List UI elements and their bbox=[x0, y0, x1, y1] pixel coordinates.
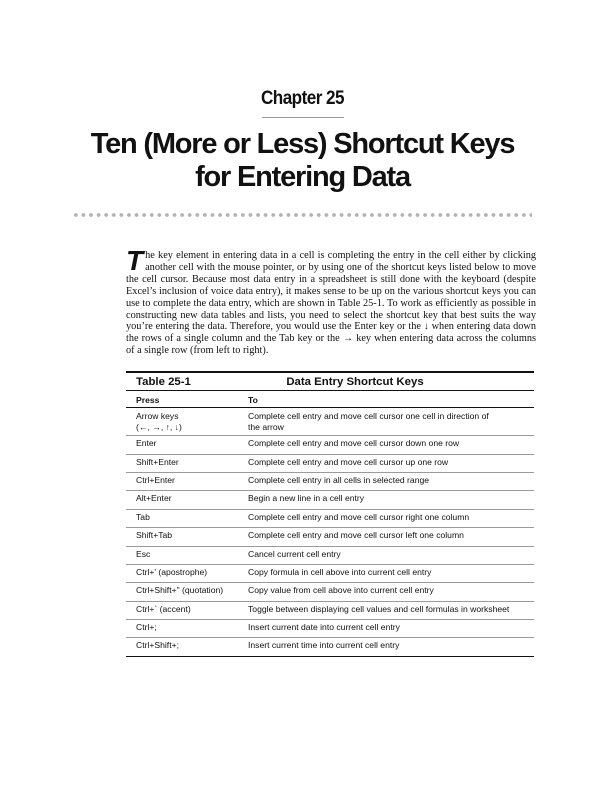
press-cell: Alt+Enter bbox=[126, 491, 238, 509]
shortcut-table bbox=[126, 371, 534, 657]
table-caption: Data Entry Shortcut Keys bbox=[286, 376, 424, 388]
drop-cap: T bbox=[126, 245, 144, 276]
to-cell: Copy formula in cell above into current cell entry bbox=[238, 564, 534, 582]
to-cell: Cancel current cell entry bbox=[238, 546, 534, 564]
intro-paragraph bbox=[126, 245, 536, 357]
to-cell: Begin a new line in a cell entry bbox=[238, 491, 534, 509]
press-cell: Enter bbox=[126, 436, 238, 454]
to-cell: Insert current date into current cell entry bbox=[238, 620, 534, 638]
table-row bbox=[126, 491, 534, 509]
table-row bbox=[126, 472, 534, 490]
table-row bbox=[126, 436, 534, 454]
intro-text: he key element in entering data in a cell is completing the entry in the cell either by clicking another cell with the mouse pointer, or by using one of the shortcut keys listed below to move the cell cursor. Because most data entry in a spreadsheet is still done with the keyboard (despite Excel’s inclusion of voice data entry), it makes sense to be up on the various shortcut keys you can use to complete the data entry, which are shown in Table 25-1. To work as efficiently as possible in constructing new data tables and lists, you need to select the shortcut key that best suits the way you’re entering the data. Therefore, you would use the Enter key or the ↓ when entering data down the rows of a single column and the Tab key or the → key when entering data across the columns of a single row (from left to right). bbox=[126, 250, 536, 357]
press-cell: Ctrl+Enter bbox=[126, 472, 238, 490]
shortcut-keys-table bbox=[126, 390, 534, 657]
table-row bbox=[126, 509, 534, 527]
to-cell: Complete cell entry and move cell cursor up one row bbox=[238, 454, 534, 472]
to-cell: Insert current time into current cell entry bbox=[238, 638, 534, 656]
to-cell bbox=[238, 408, 534, 436]
press-cell: Ctrl+' (apostrophe) bbox=[126, 564, 238, 582]
dotted-divider bbox=[72, 212, 532, 218]
to-line: Complete cell entry and move cell cursor one cell in direction of bbox=[248, 411, 489, 421]
press-cell: Ctrl+Shift+; bbox=[126, 638, 238, 656]
table-row bbox=[126, 408, 534, 436]
to-cell: Complete cell entry and move cell cursor down one row bbox=[238, 436, 534, 454]
column-header-to: To bbox=[238, 391, 534, 408]
press-cell: Shift+Tab bbox=[126, 528, 238, 546]
press-cell: Esc bbox=[126, 546, 238, 564]
to-cell: Copy value from cell above into current cell entry bbox=[238, 583, 534, 601]
press-line: (←, →, ↑, ↓) bbox=[136, 421, 182, 432]
table-row bbox=[126, 528, 534, 546]
press-cell bbox=[126, 408, 238, 436]
chapter-label-rule bbox=[262, 117, 344, 118]
to-cell: Complete cell entry in all cells in selected range bbox=[238, 472, 534, 490]
table-row bbox=[126, 620, 534, 638]
table-row bbox=[126, 564, 534, 582]
press-cell: Shift+Enter bbox=[126, 454, 238, 472]
chapter-label: Chapter 25 bbox=[261, 88, 344, 109]
table-row bbox=[126, 546, 534, 564]
chapter-title-line-1: Ten (More or Less) Shortcut Keys bbox=[90, 128, 515, 160]
press-cell: Tab bbox=[126, 509, 238, 527]
press-line: Arrow keys bbox=[136, 411, 179, 421]
to-cell: Toggle between displaying cell values and cell formulas in worksheet bbox=[238, 601, 534, 619]
to-cell: Complete cell entry and move cell cursor left one column bbox=[238, 528, 534, 546]
chapter-title-line-2: for Entering Data bbox=[195, 161, 410, 193]
table-row bbox=[126, 638, 534, 656]
table-header bbox=[126, 373, 534, 390]
table-number: Table 25-1 bbox=[136, 376, 191, 388]
press-cell: Ctrl+Shift+" (quotation) bbox=[126, 583, 238, 601]
table-column-headers bbox=[126, 391, 534, 408]
to-cell: Complete cell entry and move cell cursor right one column bbox=[238, 509, 534, 527]
table-row bbox=[126, 454, 534, 472]
press-cell: Ctrl+` (accent) bbox=[126, 601, 238, 619]
column-header-press: Press bbox=[126, 391, 238, 408]
table-row bbox=[126, 583, 534, 601]
to-line: the arrow bbox=[248, 421, 284, 432]
table-row bbox=[126, 601, 534, 619]
chapter-title bbox=[0, 128, 605, 194]
press-cell: Ctrl+; bbox=[126, 620, 238, 638]
